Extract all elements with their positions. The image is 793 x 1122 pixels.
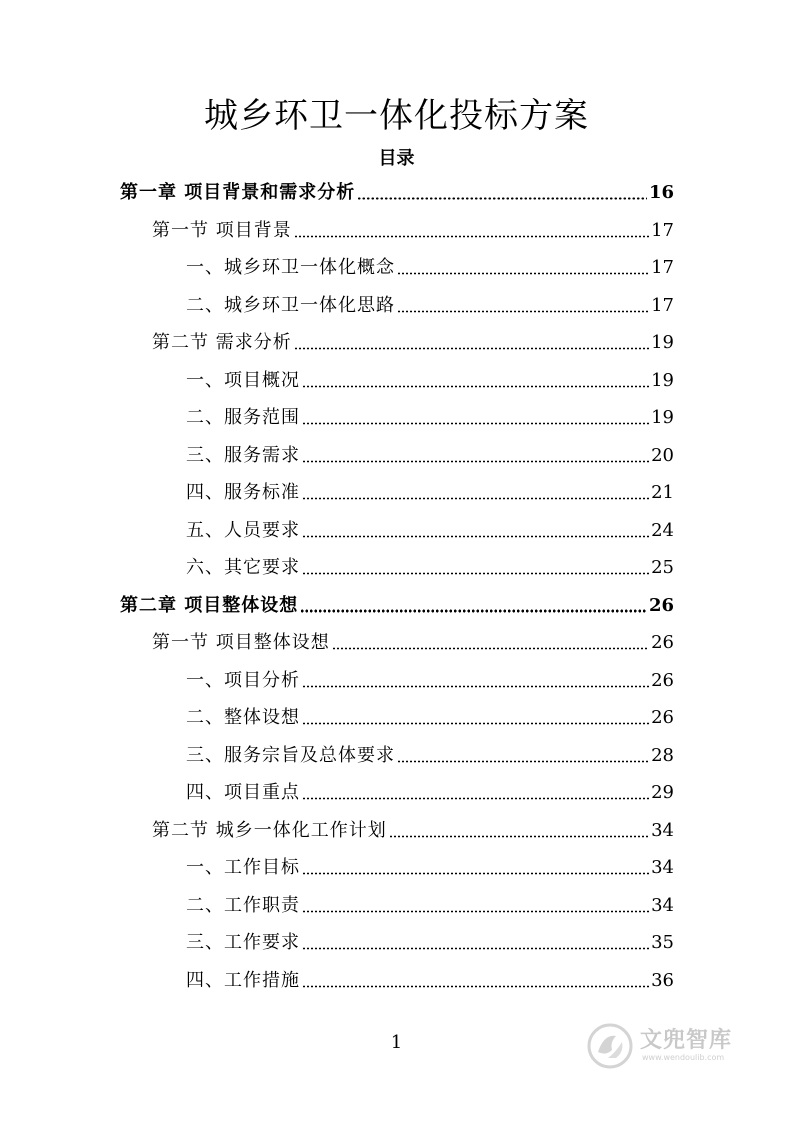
toc-entry-page: 34 xyxy=(651,894,674,916)
toc-leader-dots xyxy=(302,378,649,388)
toc-entry-item[interactable] xyxy=(186,251,674,279)
toc-leader-dots xyxy=(294,228,649,238)
toc-entry-item[interactable] xyxy=(186,851,674,879)
toc-entry-page: 24 xyxy=(651,519,674,541)
toc-entry-page: 19 xyxy=(651,369,674,391)
toc-entry-page: 17 xyxy=(651,219,674,241)
toc-entry-item[interactable] xyxy=(186,439,674,467)
toc-entry-page: 34 xyxy=(651,819,674,841)
toc-entry-label: 四、项目重点 xyxy=(186,782,300,803)
toc-leader-dots xyxy=(389,828,649,838)
toc-entry-section[interactable] xyxy=(152,214,674,242)
toc-leader-dots xyxy=(302,453,649,463)
toc-leader-dots xyxy=(300,603,647,613)
toc-leader-dots xyxy=(397,753,649,763)
toc-entry-page: 26 xyxy=(651,669,674,691)
toc-entry-page: 19 xyxy=(651,332,674,353)
toc-leader-dots xyxy=(302,715,649,725)
watermark-title: 文兜智库 xyxy=(640,1028,733,1053)
toc-entry-item[interactable] xyxy=(186,289,674,317)
toc-entry-page: 25 xyxy=(651,557,674,578)
toc-leader-dots xyxy=(294,340,649,350)
toc-leader-dots xyxy=(397,303,649,313)
toc-entry-section[interactable] xyxy=(152,626,674,654)
toc-entry-item[interactable] xyxy=(186,551,674,579)
toc-entry-label: 四、服务标准 xyxy=(186,482,300,503)
toc-entry-page: 36 xyxy=(651,969,674,991)
toc-entry-label: 一、项目分析 xyxy=(186,669,300,691)
toc-entry-page: 17 xyxy=(651,294,674,316)
toc-entry-item[interactable] xyxy=(186,364,674,392)
toc-entry-item[interactable] xyxy=(186,701,674,729)
toc-entry-item[interactable] xyxy=(186,964,674,992)
toc-entry-label: 第一节 项目整体设想 xyxy=(152,632,330,653)
toc-entry-page: 16 xyxy=(648,182,674,203)
toc-leader-dots xyxy=(302,490,649,500)
toc-entry-chapter[interactable] xyxy=(120,176,674,204)
toc-entry-page: 26 xyxy=(651,707,674,728)
toc-heading: 目录 xyxy=(378,148,415,169)
toc-entry-label: 六、其它要求 xyxy=(186,557,300,578)
toc-entry-label: 二、整体设想 xyxy=(186,707,300,728)
toc-entry-page: 35 xyxy=(651,932,674,953)
toc-entry-label: 第一章 项目背景和需求分析 xyxy=(120,182,356,203)
toc-entry-page: 20 xyxy=(651,444,674,466)
toc-entry-page: 28 xyxy=(651,744,674,766)
toc-entry-label: 第二节 需求分析 xyxy=(152,332,292,353)
toc-entry-label: 五、人员要求 xyxy=(186,519,300,541)
toc-entry-item[interactable] xyxy=(186,401,674,429)
toc-leader-dots xyxy=(302,865,649,875)
toc-entry-label: 四、工作措施 xyxy=(186,969,300,991)
toc-entry-page: 19 xyxy=(651,407,674,428)
toc-leader-dots xyxy=(302,528,649,538)
toc-entry-chapter[interactable] xyxy=(120,589,674,617)
toc-entry-item[interactable] xyxy=(186,664,674,692)
toc-entry-label: 三、服务需求 xyxy=(186,444,300,466)
toc-entry-label: 第二节 城乡一体化工作计划 xyxy=(152,819,387,841)
toc-leader-dots xyxy=(397,265,649,275)
toc-entry-label: 二、服务范围 xyxy=(186,407,300,428)
toc-entry-item[interactable] xyxy=(186,514,674,542)
toc-entry-item[interactable] xyxy=(186,926,674,954)
toc-entry-label: 二、城乡环卫一体化思路 xyxy=(186,294,395,316)
document-title: 城乡环卫一体化投标方案 xyxy=(204,96,589,136)
toc-entry-label: 第一节 项目背景 xyxy=(152,219,292,241)
watermark-url: www.wendoulib.com xyxy=(642,1053,725,1062)
toc-entry-label: 第二章 项目整体设想 xyxy=(120,594,299,616)
toc-entry-page: 26 xyxy=(651,632,674,653)
toc-leader-dots xyxy=(302,978,649,988)
toc-entry-page: 29 xyxy=(651,782,674,803)
toc-entry-item[interactable] xyxy=(186,476,674,504)
toc-entry-label: 三、工作要求 xyxy=(186,932,300,953)
toc-entry-page: 17 xyxy=(651,257,674,278)
toc-leader-dots xyxy=(302,415,649,425)
page-number: 1 xyxy=(390,1032,403,1053)
watermark xyxy=(586,1020,756,1072)
toc-entry-label: 一、城乡环卫一体化概念 xyxy=(186,257,395,278)
toc-entry-section[interactable] xyxy=(152,326,674,354)
toc-leader-dots xyxy=(357,190,647,200)
toc-leader-dots xyxy=(302,940,649,950)
toc-entry-section[interactable] xyxy=(152,814,674,842)
toc-entry-label: 一、项目概况 xyxy=(186,369,300,391)
toc-entry-item[interactable] xyxy=(186,776,674,804)
toc-entry-label: 一、工作目标 xyxy=(186,857,300,878)
toc-leader-dots xyxy=(302,790,649,800)
toc-entry-item[interactable] xyxy=(186,889,674,917)
toc-entry-label: 二、工作职责 xyxy=(186,894,300,916)
toc-entry-item[interactable] xyxy=(186,739,674,767)
toc-entry-label: 三、服务宗旨及总体要求 xyxy=(186,744,395,766)
toc-entry-page: 21 xyxy=(651,482,674,503)
wendou-logo-icon xyxy=(586,1022,634,1070)
toc-leader-dots xyxy=(302,565,649,575)
toc-entry-page: 26 xyxy=(648,594,674,616)
toc-entry-page: 34 xyxy=(651,857,674,878)
toc-leader-dots xyxy=(302,678,649,688)
toc-leader-dots xyxy=(302,903,649,913)
toc-leader-dots xyxy=(332,640,649,650)
